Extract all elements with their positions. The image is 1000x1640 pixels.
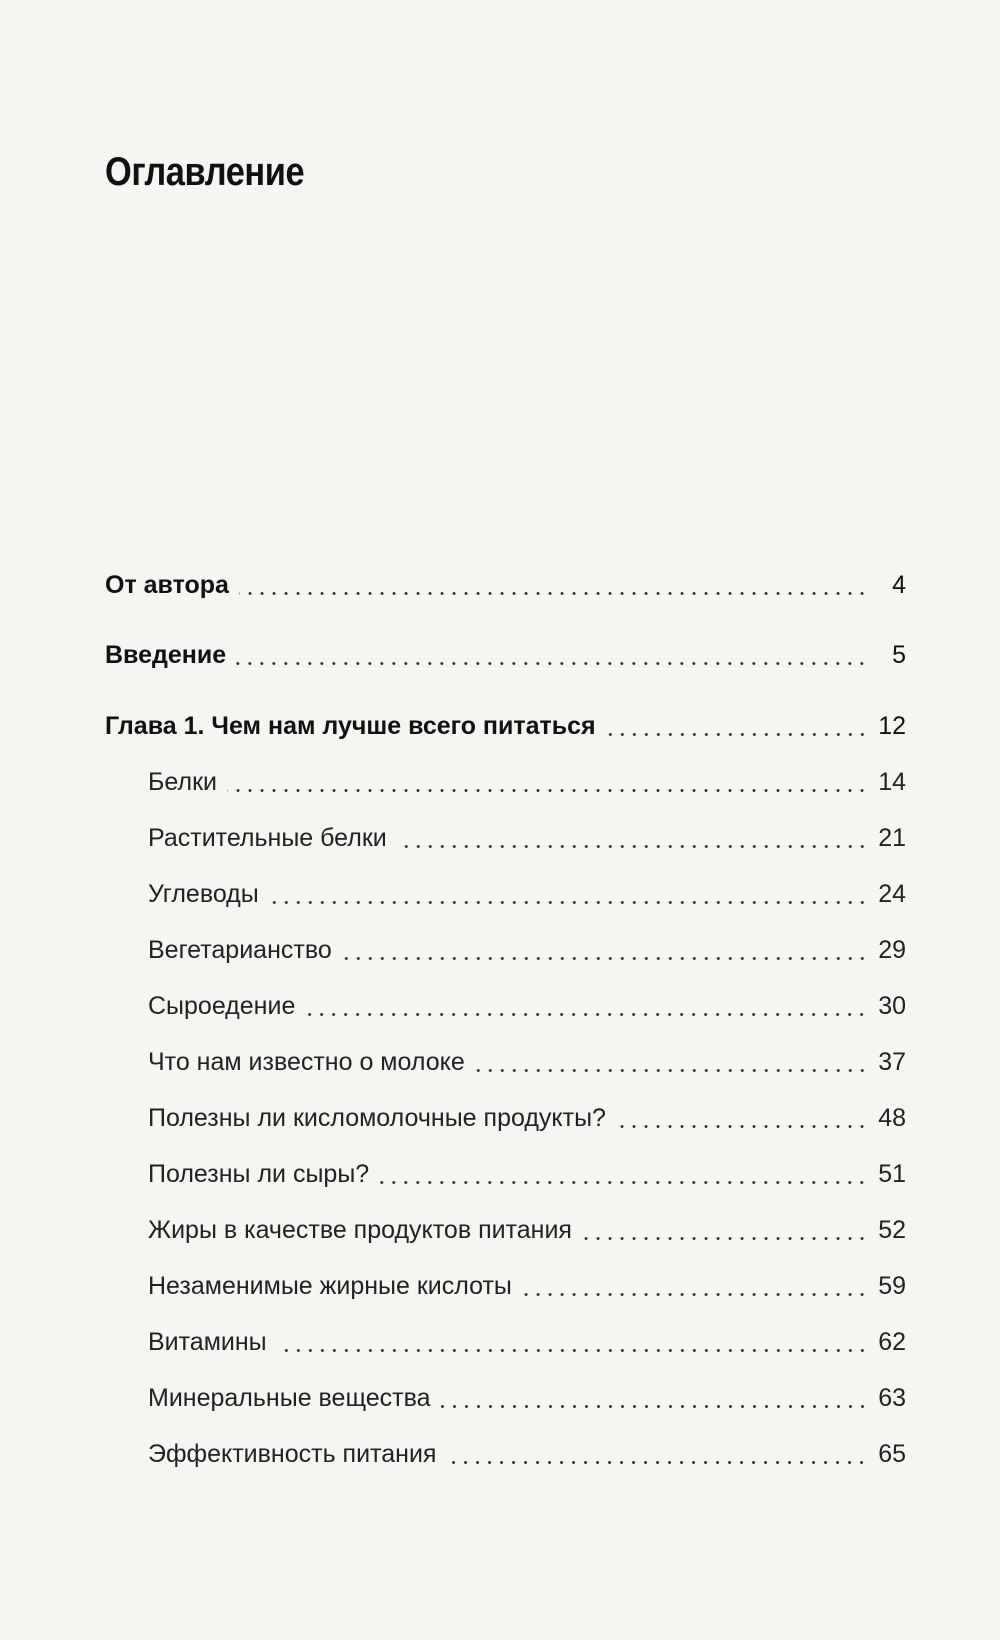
toc-entry xyxy=(148,986,906,1026)
dot-leader xyxy=(269,901,868,904)
toc-entry-page: 52 xyxy=(878,1216,906,1244)
toc-entry-page: 4 xyxy=(892,571,906,599)
toc-entry-label: Глава 1. Чем нам лучше всего питаться xyxy=(105,712,596,740)
toc-entry xyxy=(148,1154,906,1194)
toc-entry-label: От автора xyxy=(105,571,229,599)
toc-entry xyxy=(105,706,906,746)
toc-entry-label: Жиры в качестве продуктов питания xyxy=(148,1216,572,1244)
toc-entry xyxy=(148,1042,906,1082)
toc-entry-page: 65 xyxy=(878,1440,906,1468)
dot-leader xyxy=(475,1069,868,1072)
toc-entry-page: 37 xyxy=(878,1048,906,1076)
toc-entry-label: Вегетарианство xyxy=(148,936,332,964)
dot-leader xyxy=(342,957,868,960)
toc-entry xyxy=(105,635,906,675)
toc-entry xyxy=(148,1098,906,1138)
toc-entry-page: 29 xyxy=(878,936,906,964)
toc-entry-page: 63 xyxy=(878,1384,906,1412)
toc-entry-page: 62 xyxy=(878,1328,906,1356)
toc-entry-label: Углеводы xyxy=(148,880,259,908)
dot-leader xyxy=(277,1349,868,1352)
toc-entry xyxy=(148,930,906,970)
dot-leader xyxy=(441,1405,869,1408)
toc-entry-label: Минеральные вещества xyxy=(148,1384,431,1412)
toc-entry xyxy=(105,565,906,605)
toc-entry-label: Введение xyxy=(105,641,227,669)
dot-leader xyxy=(227,789,868,792)
toc-entry xyxy=(148,1434,906,1474)
toc-entry-page: 12 xyxy=(878,712,906,740)
toc-entry-label: Эффективность питания xyxy=(148,1440,437,1468)
toc-entry xyxy=(148,1322,906,1362)
toc-entry-page: 5 xyxy=(892,641,906,669)
dot-leader xyxy=(239,592,868,595)
toc-entry xyxy=(148,1210,906,1250)
toc-entry xyxy=(148,874,906,914)
dot-leader xyxy=(616,1125,868,1128)
dot-leader xyxy=(522,1293,868,1296)
toc-entry-label: Полезны ли кисломолочные продукты? xyxy=(148,1104,606,1132)
toc-entry-page: 48 xyxy=(878,1104,906,1132)
toc-entry-page: 51 xyxy=(878,1160,906,1188)
toc-entry-page: 59 xyxy=(878,1272,906,1300)
dot-leader xyxy=(236,662,868,665)
toc-entry-label: Растительные белки xyxy=(148,824,387,852)
dot-leader xyxy=(397,845,868,848)
dot-leader xyxy=(446,1461,868,1464)
toc-entry-label: Полезны ли сыры? xyxy=(148,1160,370,1188)
dot-leader xyxy=(606,733,868,736)
toc-entry-page: 30 xyxy=(878,992,906,1020)
dot-leader xyxy=(305,1013,868,1016)
toc-entry xyxy=(148,818,906,858)
toc-entry-label: Незаменимые жирные кислоты xyxy=(148,1272,512,1300)
toc-entry-label: Белки xyxy=(148,768,217,796)
toc-entry-label: Что нам известно о молоке xyxy=(148,1048,465,1076)
toc-entry xyxy=(148,762,906,802)
toc-entry-page: 14 xyxy=(878,768,906,796)
dot-leader xyxy=(379,1181,868,1184)
toc-entry-label: Сыроедение xyxy=(148,992,296,1020)
toc-entry xyxy=(148,1378,906,1418)
toc-entry-page: 24 xyxy=(878,880,906,908)
dot-leader xyxy=(582,1237,868,1240)
toc-entry-page: 21 xyxy=(878,824,906,852)
toc-entry-label: Витамины xyxy=(148,1328,267,1356)
toc-entry xyxy=(148,1266,906,1306)
page-title: Оглавление xyxy=(105,150,305,194)
